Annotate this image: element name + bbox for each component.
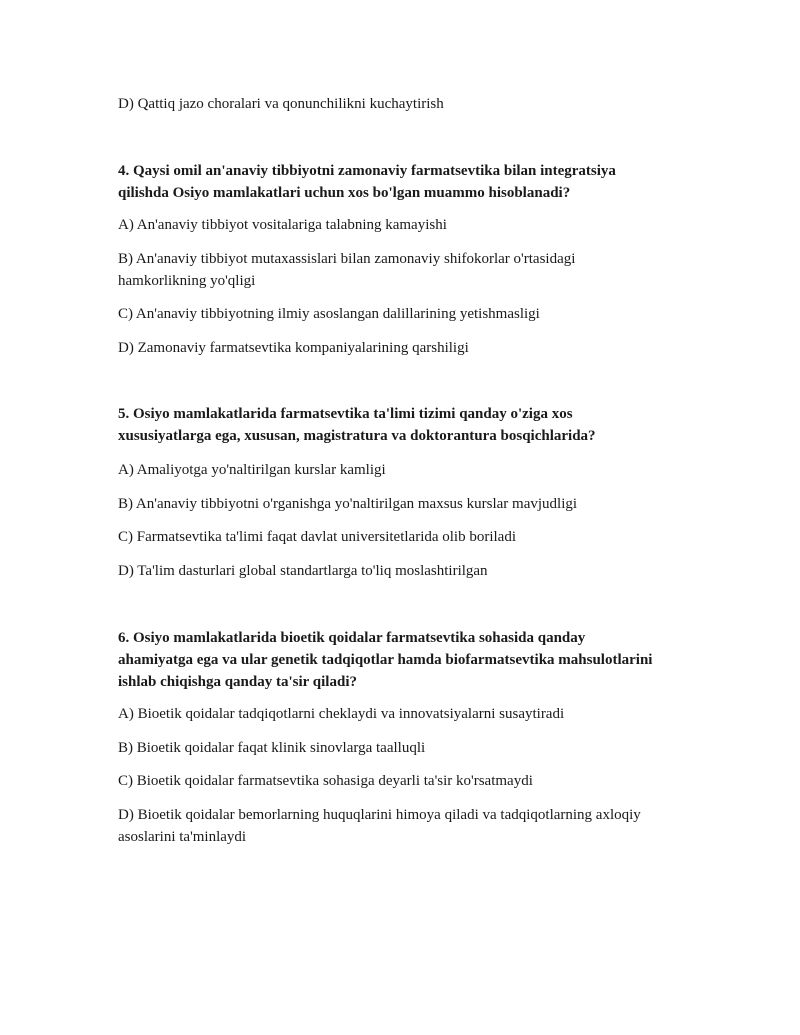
question-6-text-line-3: ishlab chiqishga qanday ta'sir qiladi?: [118, 674, 357, 690]
question-6-text-line-2: ahamiyatga ega va ular genetik tadqiqotlar hamda biofarmatsevtika mahsulotlarini: [118, 652, 653, 668]
question-4-option-d: D) Zamonaviy farmatsevtika kompaniyalarining qarshiligi: [118, 340, 469, 356]
question-5-text-line-1: 5. Osiyo mamlakatlarida farmatsevtika ta'limi tizimi qanday o'ziga xos: [118, 406, 573, 422]
question-4-text-line-1: 4. Qaysi omil an'anaviy tibbiyotni zamonaviy farmatsevtika bilan integratsiya: [118, 163, 616, 179]
question-4-text-line-2: qilishda Osiyo mamlakatlari uchun xos bo'lgan muammo hisoblanadi?: [118, 185, 571, 201]
question-6-option-d-line-2: asoslarini ta'minlaydi: [118, 829, 247, 845]
question-4-option-a: A) An'anaviy tibbiyot vositalariga talabning kamayishi: [118, 217, 447, 233]
question-5-option-a: A) Amaliyotga yo'naltirilgan kurslar kamligi: [118, 462, 386, 478]
question-6-option-a: A) Bioetik qoidalar tadqiqotlarni cheklaydi va innovatsiyalarni susaytiradi: [118, 706, 565, 722]
question-4-option-b-line-1: B) An'anaviy tibbiyot mutaxassislari bilan zamonaviy shifokorlar o'rtasidagi: [118, 251, 576, 267]
question-6-text-line-1: 6. Osiyo mamlakatlarida bioetik qoidalar farmatsevtika sohasida qanday: [118, 630, 586, 646]
question-6-option-b: B) Bioetik qoidalar faqat klinik sinovlarga taalluqli: [118, 740, 426, 756]
question-5-option-d: D) Ta'lim dasturlari global standartlarga to'liq moslashtirilgan: [118, 563, 488, 579]
question-6-option-d-line-1: D) Bioetik qoidalar bemorlarning huquqlarini himoya qiladi va tadqiqotlarning axloqiy: [118, 807, 641, 823]
option-d-prev: D) Qattiq jazo choralari va qonunchilikni kuchaytirish: [118, 96, 444, 112]
question-4-option-b-line-2: hamkorlikning yo'qligi: [118, 273, 256, 289]
question-4-option-c: C) An'anaviy tibbiyotning ilmiy asoslangan dalillarining yetishmasligi: [118, 306, 540, 322]
question-5-option-c: C) Farmatsevtika ta'limi faqat davlat universitetlarida olib boriladi: [118, 529, 517, 545]
question-6-option-c: C) Bioetik qoidalar farmatsevtika sohasiga deyarli ta'sir ko'rsatmaydi: [118, 773, 533, 789]
question-5-text-line-2: xususiyatlarga ega, xususan, magistratura va doktorantura bosqichlarida?: [118, 428, 596, 444]
question-5-option-b: B) An'anaviy tibbiyotni o'rganishga yo'naltirilgan maxsus kurslar mavjudligi: [118, 496, 578, 512]
